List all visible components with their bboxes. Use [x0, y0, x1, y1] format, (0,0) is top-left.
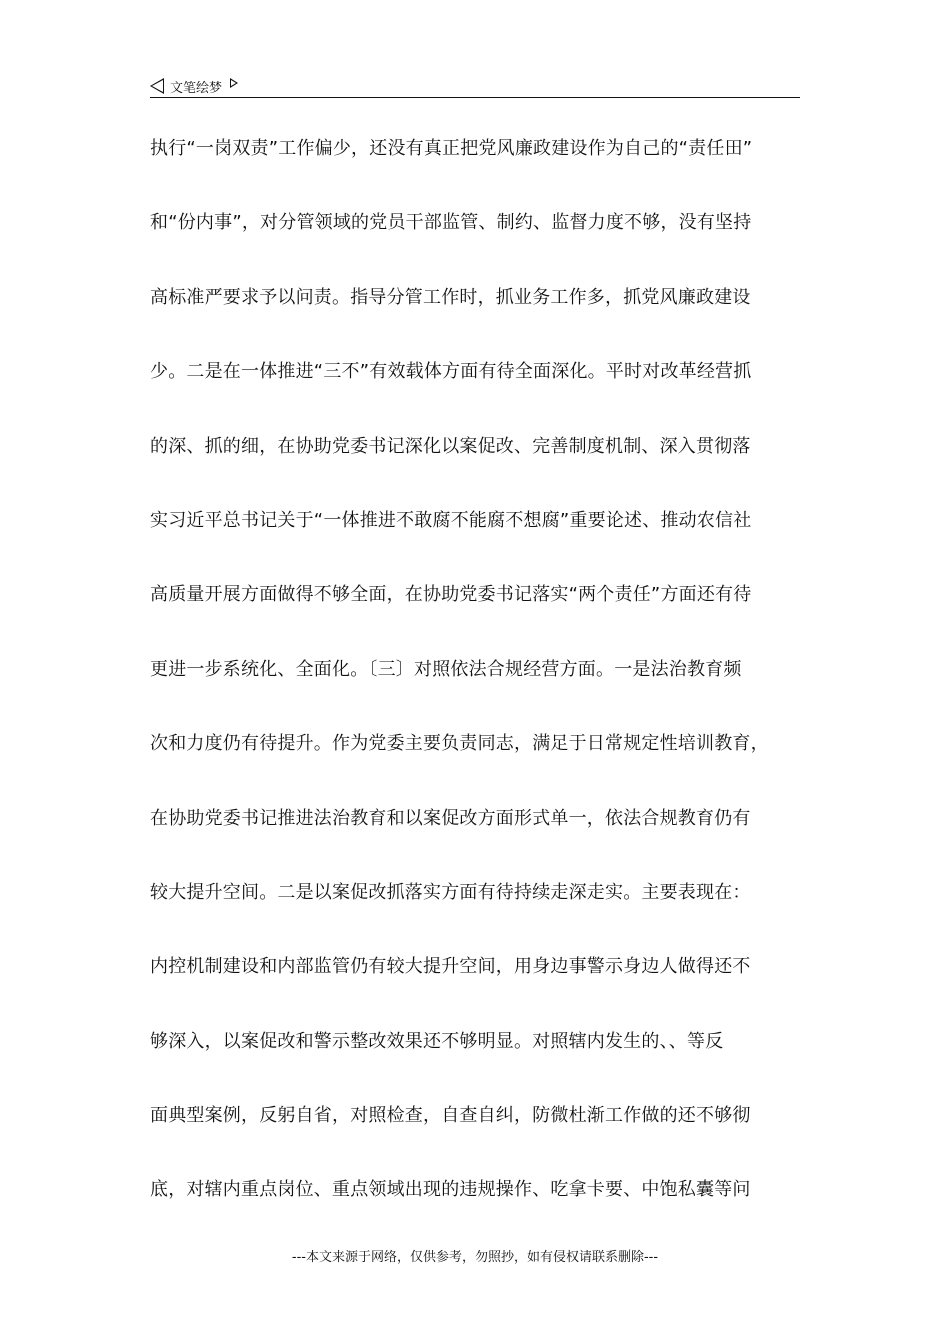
body-line: 在协助党委书记推进法治教育和以案促改方面形式单一，依法合规教育仍有: [150, 807, 751, 829]
body-line: 内控机制建设和内部监管仍有较大提升空间，用身边事警示身边人做得还不: [150, 956, 751, 978]
header-divider: [150, 97, 800, 98]
page-header: [150, 74, 800, 98]
body-line: 较大提升空间。二是以案促改抓落实方面有待持续走深走实。主要表现在：: [150, 881, 751, 903]
body-line: 和“份内事”，对分管领域的党员干部监管、制约、监督力度不够，没有坚持: [150, 212, 752, 234]
body-line: 次和力度仍有待提升。作为党委主要负责同志，满足于日常规定性培训教育，: [150, 733, 769, 755]
body-line: 底，对辖内重点岗位、重点领域出现的违规操作、吃拿卡要、中饱私囊等问: [150, 1179, 751, 1201]
document-body: [150, 131, 810, 1247]
body-line: 面典型案例，反躬自省，对照检查，自查自纠，防微杜渐工作做的还不够彻: [150, 1105, 751, 1127]
body-line: 高标准严要求予以问责。指导分管工作时，抓业务工作多，抓党风廉政建设: [150, 286, 751, 308]
triangle-right-icon: [230, 78, 238, 88]
body-line: 实习近平总书记关于“一体推进不敢腐不能腐不想腐”重要论述、推动农信社: [150, 509, 752, 531]
body-line: 少。二是在一体推进“三不”有效载体方面有待全面深化。平时对改革经营抓: [150, 361, 752, 383]
body-line: 高质量开展方面做得不够全面，在协助党委书记落实“两个责任”方面还有待: [150, 584, 752, 606]
body-line: 执行“一岗双责”工作偏少，还没有真正把党风廉政建设作为自己的“责任田”: [150, 138, 753, 159]
triangle-left-icon: [150, 78, 164, 94]
body-line: 更进一步系统化、全面化。〔三〕对照依法合规经营方面。一是法治教育频: [150, 658, 742, 680]
header-title: 文笔绘梦: [170, 80, 223, 96]
page-footer: ---本文来源于网络，仅供参考，勿照抄，如有侵权请联系删除---: [291, 1250, 659, 1265]
body-line: 的深、抓的细，在协助党委书记深化以案促改、完善制度机制、深入贯彻落: [150, 435, 751, 457]
body-line: 够深入，以案促改和警示整改效果还不够明显。对照辖内发生的、、等反: [150, 1030, 724, 1052]
